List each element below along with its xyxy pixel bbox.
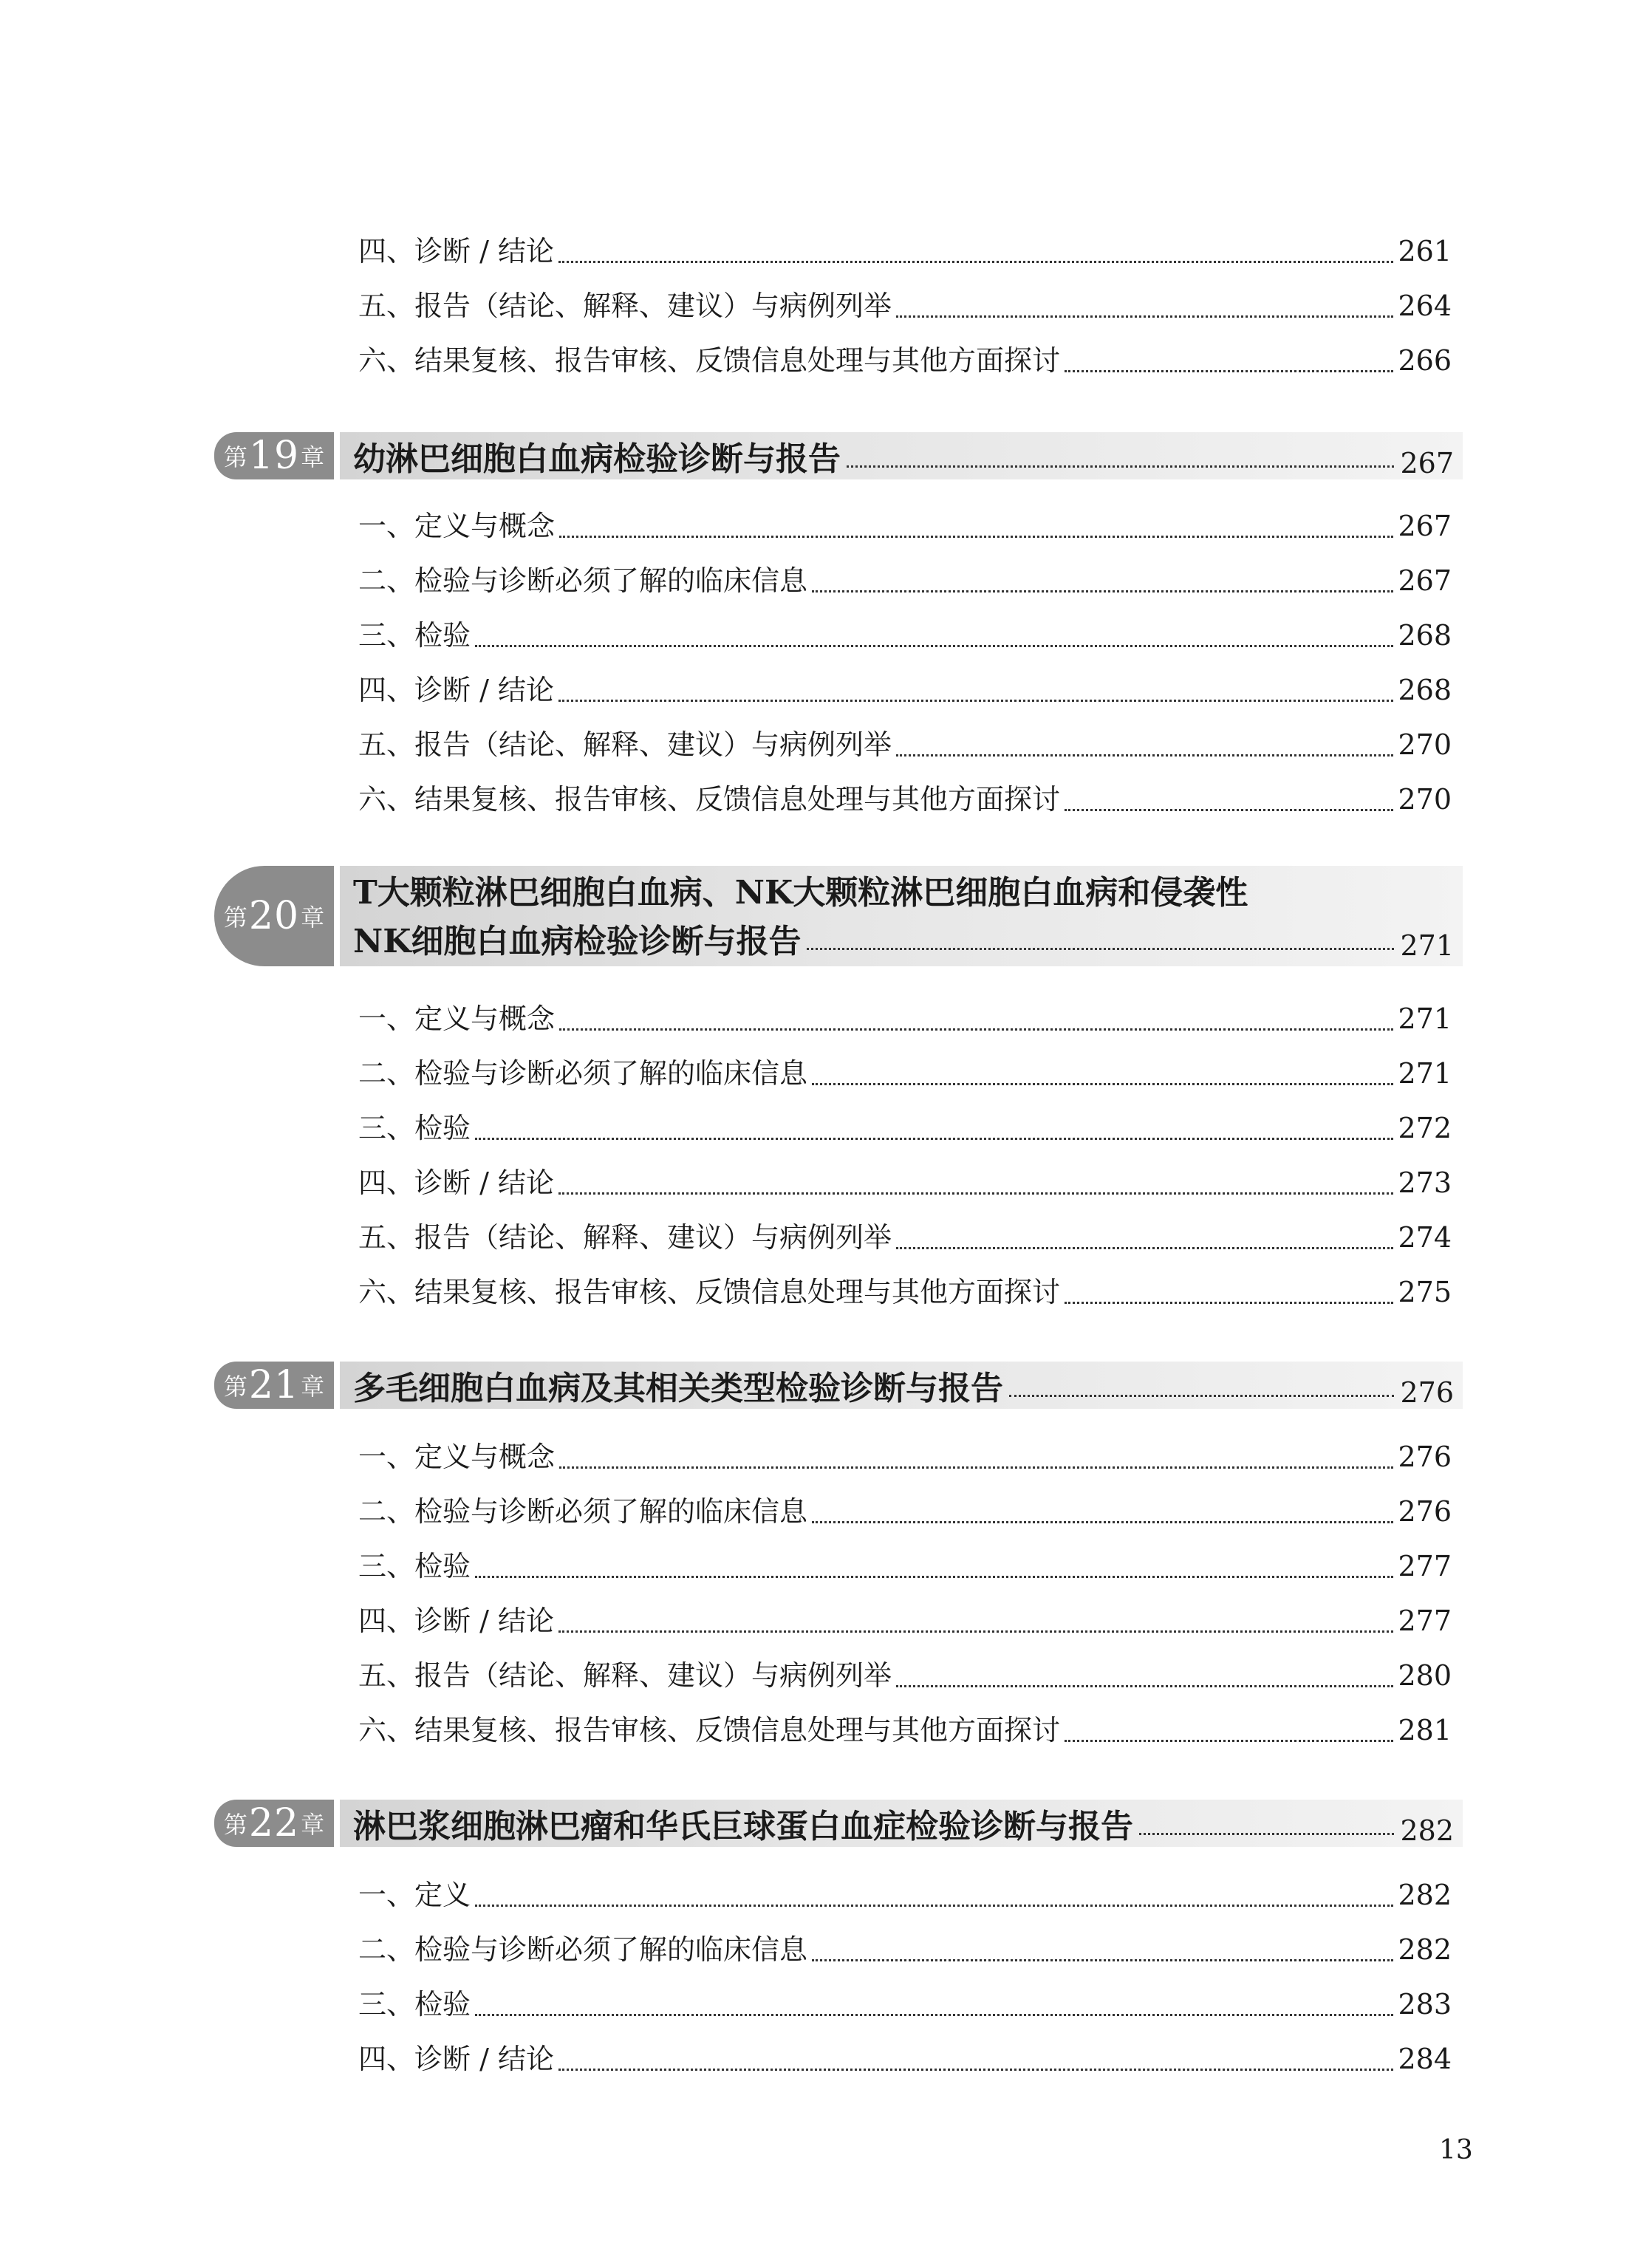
toc-entry[interactable]: [358, 613, 1452, 657]
dot-leader: [558, 1630, 1394, 1633]
dot-leader: [558, 260, 1394, 263]
toc-entry[interactable]: [358, 284, 1452, 328]
entry-title: 二、检验与诊断必须了解的临床信息: [358, 564, 808, 597]
dot-leader: [847, 465, 1394, 468]
chapter-badge: [214, 1362, 334, 1409]
chapter-page: 267: [1400, 447, 1454, 479]
toc-entry[interactable]: [358, 1489, 1452, 1534]
toc-entry[interactable]: [358, 1599, 1452, 1643]
entry-page: 261: [1398, 235, 1452, 267]
toc-entry[interactable]: [358, 1270, 1452, 1314]
dot-leader: [559, 1466, 1393, 1469]
dot-leader: [559, 535, 1393, 538]
entry-page: 283: [1398, 1988, 1452, 2021]
entry-title: 五、报告（结论、解释、建议）与病例列举: [358, 1659, 892, 1692]
chapter-badge: [214, 1800, 334, 1847]
entry-title: 五、报告（结论、解释、建议）与病例列举: [358, 1221, 892, 1254]
entry-title: 二、检验与诊断必须了解的临床信息: [358, 1495, 808, 1528]
entry-title: 一、定义: [358, 1879, 471, 1911]
chapter-label-post: 章: [301, 904, 325, 932]
toc-entry[interactable]: [358, 668, 1452, 712]
entry-page: 282: [1398, 1879, 1452, 1911]
chapter-label-pre: 第: [223, 443, 247, 471]
entry-page: 276: [1398, 1495, 1452, 1528]
toc-entry[interactable]: [358, 1873, 1452, 1917]
dot-leader: [558, 2068, 1394, 2071]
dot-leader: [812, 590, 1393, 592]
chapter-title-line: T大颗粒淋巴细胞白血病、NK大颗粒淋巴细胞白血病和侵袭性: [353, 874, 1248, 912]
toc-entry[interactable]: [358, 559, 1452, 603]
dot-leader: [475, 1575, 1393, 1578]
entry-page: 280: [1398, 1659, 1452, 1692]
entry-title: 四、诊断 / 结论: [358, 1605, 554, 1637]
entry-page: 268: [1398, 619, 1452, 652]
chapter-title-line: 多毛细胞白血病及其相关类型检验诊断与报告: [353, 1370, 1003, 1407]
dot-leader: [812, 1082, 1393, 1085]
entry-title: 四、诊断 / 结论: [358, 2043, 554, 2075]
chapter-heading-19[interactable]: [214, 432, 1463, 479]
entry-title: 三、检验: [358, 1988, 471, 2021]
entry-page: 270: [1398, 783, 1452, 816]
chapter-title: [353, 866, 1454, 966]
chapter-number: 20: [248, 894, 300, 938]
entry-title: 二、检验与诊断必须了解的临床信息: [358, 1933, 808, 1966]
entry-page: 271: [1398, 1003, 1452, 1035]
entry-page: 274: [1398, 1221, 1452, 1254]
entry-title: 五、报告（结论、解释、建议）与病例列举: [358, 290, 892, 322]
dot-leader: [1009, 1394, 1394, 1397]
dot-leader: [475, 2013, 1393, 2016]
chapter-heading-22[interactable]: [214, 1800, 1463, 1847]
toc-entry[interactable]: [358, 1435, 1452, 1479]
dot-leader: [475, 644, 1393, 647]
entry-title: 一、定义与概念: [358, 510, 556, 542]
entry-title: 一、定义与概念: [358, 1003, 556, 1035]
toc-entry[interactable]: [358, 1982, 1452, 2026]
toc-entry[interactable]: [358, 1927, 1452, 1972]
entry-page: 267: [1398, 510, 1452, 542]
entry-page: 281: [1398, 1714, 1452, 1746]
chapter-title: [353, 432, 1454, 479]
chapter-title-line: 淋巴浆细胞淋巴瘤和华氏巨球蛋白血症检验诊断与报告: [353, 1808, 1133, 1845]
dot-leader: [475, 1137, 1393, 1140]
entry-page: 271: [1398, 1057, 1452, 1090]
toc-entry[interactable]: [358, 1653, 1452, 1698]
toc-entry[interactable]: [358, 338, 1452, 383]
chapter-label-post: 章: [301, 1373, 325, 1401]
dot-leader: [558, 1192, 1394, 1195]
dot-leader: [896, 1684, 1393, 1687]
chapter-page: 276: [1400, 1376, 1454, 1409]
toc-entry[interactable]: [358, 229, 1452, 273]
dot-leader: [559, 1028, 1393, 1031]
entry-title: 一、定义与概念: [358, 1441, 556, 1473]
toc-entry[interactable]: [358, 1544, 1452, 1588]
entry-page: 268: [1398, 674, 1452, 706]
entry-page: 273: [1398, 1167, 1452, 1199]
entry-title: 四、诊断 / 结论: [358, 674, 554, 706]
dot-leader: [812, 1958, 1393, 1961]
toc-entry[interactable]: [358, 1161, 1452, 1205]
chapter-title-line: NK细胞白血病检验诊断与报告: [353, 923, 802, 960]
dot-leader: [1065, 1301, 1393, 1304]
toc-entry[interactable]: [358, 777, 1452, 822]
chapter-label-post: 章: [301, 443, 325, 471]
entry-title: 三、检验: [358, 1550, 471, 1582]
chapter-heading-21[interactable]: [214, 1362, 1463, 1409]
entry-page: 276: [1398, 1441, 1452, 1473]
entry-page: 282: [1398, 1933, 1452, 1966]
toc-entry[interactable]: [358, 1215, 1452, 1260]
chapter-number: 19: [248, 434, 300, 478]
chapter-page: 271: [1400, 929, 1454, 962]
toc-entry[interactable]: [358, 1708, 1452, 1752]
entry-page: 275: [1398, 1276, 1452, 1308]
chapter-badge: [214, 432, 334, 479]
entry-page: 277: [1398, 1605, 1452, 1637]
dot-leader: [1139, 1832, 1394, 1835]
chapter-title: [353, 1800, 1454, 1847]
chapter-label-pre: 第: [223, 1811, 247, 1839]
toc-entry[interactable]: [358, 2037, 1452, 2081]
dot-leader: [1065, 808, 1393, 811]
dot-leader: [812, 1520, 1393, 1523]
entry-page: 277: [1398, 1550, 1452, 1582]
dot-leader: [1065, 1739, 1393, 1742]
chapter-page: 282: [1400, 1814, 1454, 1847]
chapter-label-pre: 第: [223, 904, 247, 932]
entry-title: 四、诊断 / 结论: [358, 1167, 554, 1199]
dot-leader: [896, 315, 1393, 318]
entry-title: 三、检验: [358, 619, 471, 652]
dot-leader: [807, 947, 1394, 950]
entry-page: 267: [1398, 564, 1452, 597]
entry-title: 四、诊断 / 结论: [358, 235, 554, 267]
entry-title: 五、报告（结论、解释、建议）与病例列举: [358, 728, 892, 761]
entry-title: 六、结果复核、报告审核、反馈信息处理与其他方面探讨: [358, 783, 1061, 816]
chapter-badge: [214, 866, 334, 966]
dot-leader: [896, 1246, 1393, 1249]
toc-entry[interactable]: [358, 997, 1452, 1041]
chapter-number: 21: [248, 1363, 300, 1407]
dot-leader: [1065, 369, 1393, 372]
entry-title: 二、检验与诊断必须了解的临床信息: [358, 1057, 808, 1090]
entry-title: 三、检验: [358, 1112, 471, 1144]
entry-page: 272: [1398, 1112, 1452, 1144]
chapter-title: [353, 1362, 1454, 1409]
toc-entry[interactable]: [358, 1051, 1452, 1096]
entry-title: 六、结果复核、报告审核、反馈信息处理与其他方面探讨: [358, 1276, 1061, 1308]
chapter-number: 22: [248, 1801, 300, 1845]
dot-leader: [475, 1904, 1393, 1907]
entry-page: 264: [1398, 290, 1452, 322]
chapter-heading-20[interactable]: [214, 866, 1463, 966]
chapter-label-post: 章: [301, 1811, 325, 1839]
toc-entry[interactable]: [358, 504, 1452, 548]
toc-entry[interactable]: [358, 723, 1452, 767]
entry-title: 六、结果复核、报告审核、反馈信息处理与其他方面探讨: [358, 1714, 1061, 1746]
chapter-label-pre: 第: [223, 1373, 247, 1401]
entry-page: 284: [1398, 2043, 1452, 2075]
dot-leader: [896, 754, 1393, 756]
entry-title: 六、结果复核、报告审核、反馈信息处理与其他方面探讨: [358, 344, 1061, 377]
toc-entry[interactable]: [358, 1106, 1452, 1150]
page-number: 13: [1439, 2135, 1473, 2165]
chapter-title-line: 幼淋巴细胞白血病检验诊断与报告: [353, 440, 841, 478]
entry-page: 270: [1398, 728, 1452, 761]
dot-leader: [558, 699, 1394, 702]
entry-page: 266: [1398, 344, 1452, 377]
